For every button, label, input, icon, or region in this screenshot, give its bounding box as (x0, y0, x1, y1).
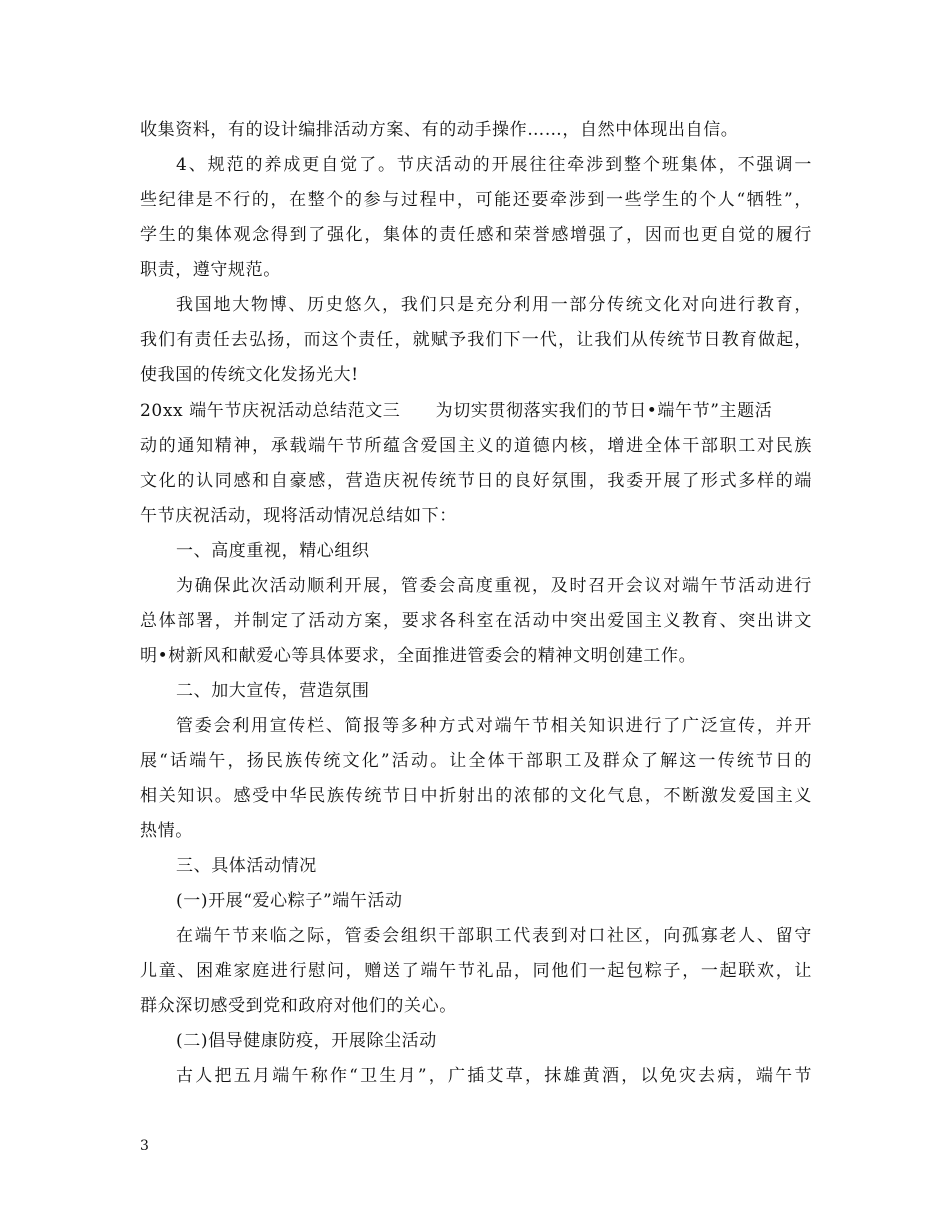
section-heading-line: 20xx 端午节庆祝活动总结范文三 为切实贯彻落实我们的节日•端午节”主题活 (140, 401, 773, 421)
text-line: 午节庆祝活动，现将活动情况总结如下： (140, 506, 457, 526)
text-line: 群众深切感受到党和政府对他们的关心。 (140, 996, 457, 1016)
subheading: (二)倡导健康防疫，开展除尘活动 (176, 1031, 437, 1051)
text-line: 明•树新风和献爱心等具体要求，全面推进管委会的精神文明创建工作。 (140, 646, 697, 666)
text-line: 在端午节来临之际，管委会组织干部职工代表到对口社区，向孤寡老人、留守 (176, 926, 812, 946)
text-line: 我国地大物博、历史悠久，我们只是充分利用一部分传统文化对向进行教育， (176, 295, 812, 315)
text-line: 动的通知精神，承载端午节所蕴含爱国主义的道德内核，增进全体干部职工对民族 (140, 436, 812, 456)
text-line: 收集资料，有的设计编排活动方案、有的动手操作……，自然中体现出自信。 (140, 120, 739, 140)
text-line: 管委会利用宣传栏、简报等多种方式对端午节相关知识进行了广泛宣传，并开 (176, 716, 812, 736)
text-line: 古人把五月端午称作“卫生月”，广插艾草，抹雄黄酒，以免灾去病，端午节 (176, 1066, 812, 1086)
text-line: 总体部署，并制定了活动方案，要求各科室在活动中突出爱国主义教育、突出讲文 (140, 611, 812, 631)
text-line: 我们有责任去弘扬，而这个责任，就赋予我们下一代，让我们从传统节日教育做起， (140, 330, 812, 350)
text-line: 些纪律是不行的，在整个的参与过程中，可能还要牵涉到一些学生的个人“牺牲”， (140, 190, 812, 210)
subheading: (一)开展“爱心粽子”端午活动 (176, 891, 403, 911)
text-line: 展“话端午，扬民族传统文化”活动。让全体干部职工及群众了解这一传统节日的 (140, 751, 812, 771)
text-line: 相关知识。感受中华民族传统节日中折射出的浓郁的文化气息，不断激发爱国主义 (140, 786, 812, 806)
text-line: 儿童、困难家庭进行慰问，赠送了端午节礼品，同他们一起包粽子，一起联欢，让 (140, 961, 812, 981)
text-line: 使我国的传统文化发扬光大! (140, 365, 359, 385)
text-line: 为确保此次活动顺利开展，管委会高度重视，及时召开会议对端午节活动进行 (176, 576, 812, 596)
page-number: 3 (140, 1138, 149, 1154)
subheading: 三、具体活动情况 (176, 856, 317, 876)
text-line: 职责，遵守规范。 (140, 260, 281, 280)
text-line: 热情。 (140, 821, 193, 841)
text-line: 4、规范的养成更自觉了。节庆活动的开展往往牵涉到整个班集体，不强调一 (176, 155, 812, 175)
text-line: 学生的集体观念得到了强化，集体的责任感和荣誉感增强了，因而也更自觉的履行 (140, 225, 812, 245)
text-line: 文化的认同感和自豪感，营造庆祝传统节日的良好氛围，我委开展了形式多样的端 (140, 471, 812, 491)
subheading: 二、加大宣传，营造氛围 (176, 681, 370, 701)
subheading: 一、高度重视，精心组织 (176, 541, 370, 561)
